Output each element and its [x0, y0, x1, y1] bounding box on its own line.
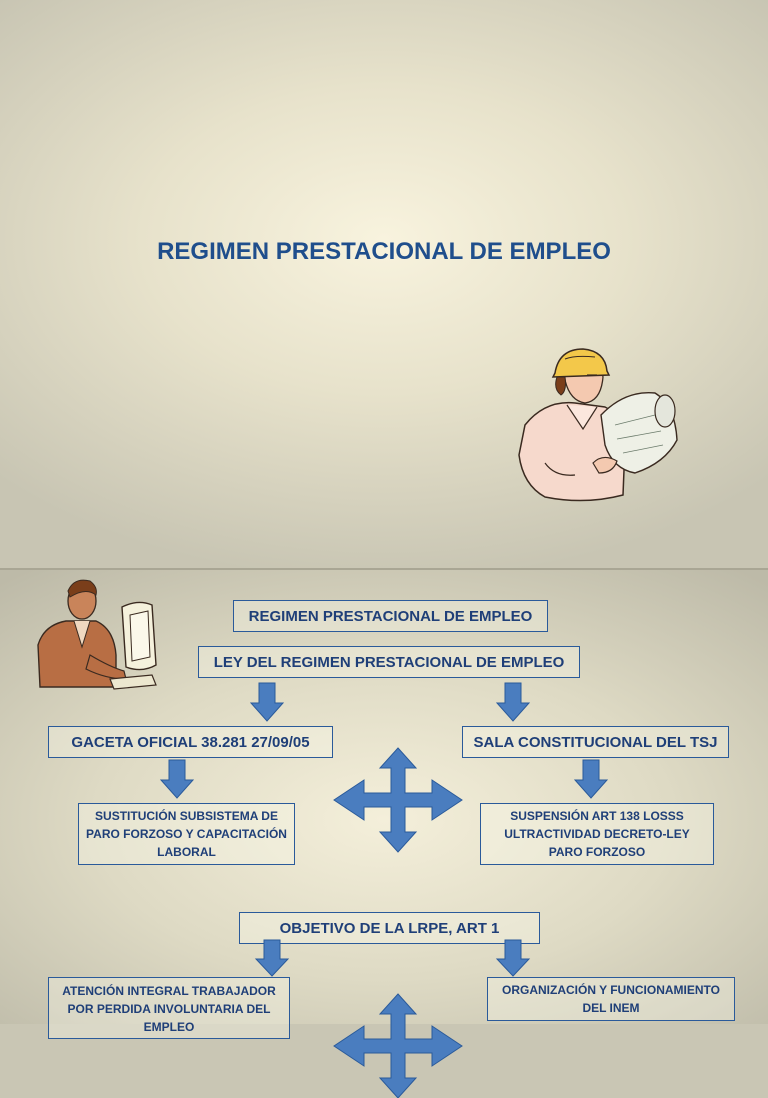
man-at-computer-illustration: [30, 575, 170, 700]
worker-with-blueprints-illustration: [505, 345, 690, 510]
four-way-arrow-2: [334, 994, 462, 1098]
down-arrow-left-2: [159, 760, 195, 800]
down-arrow-left-1: [249, 683, 285, 723]
down-arrow-right-3: [495, 940, 531, 978]
box-objetivo-lrpe: OBJETIVO DE LA LRPE, ART 1: [239, 912, 540, 944]
slide-title: REGIMEN PRESTACIONAL DE EMPLEO: [157, 238, 611, 265]
down-arrow-left-3: [254, 940, 290, 978]
box-gaceta-oficial: GACETA OFICIAL 38.281 27/09/05: [48, 726, 333, 758]
box-suspension: SUSPENSIÓN ART 138 LOSSS ULTRACTIVIDAD DECRETO-LEY PARO FORZOSO: [480, 803, 714, 865]
box-atencion-integral: ATENCIÓN INTEGRAL TRABAJADOR POR PERDIDA INVOLUNTARIA DEL EMPLEO: [48, 977, 290, 1039]
box-organizacion-inem: ORGANIZACIÓN Y FUNCIONAMIENTO DEL INEM: [487, 977, 735, 1021]
box-sala-constitucional: SALA CONSTITUCIONAL DEL TSJ: [462, 726, 729, 758]
slide-2: [0, 570, 768, 1034]
box-regimen-title: REGIMEN PRESTACIONAL DE EMPLEO: [233, 600, 548, 632]
box-sustitucion: SUSTITUCIÓN SUBSISTEMA DE PARO FORZOSO Y CAPACITACIÓN LABORAL: [78, 803, 295, 865]
down-arrow-right-2: [573, 760, 609, 800]
down-arrow-right-1: [495, 683, 531, 723]
box-ley-regimen: LEY DEL REGIMEN PRESTACIONAL DE EMPLEO: [198, 646, 580, 678]
four-way-arrow: [334, 748, 462, 852]
